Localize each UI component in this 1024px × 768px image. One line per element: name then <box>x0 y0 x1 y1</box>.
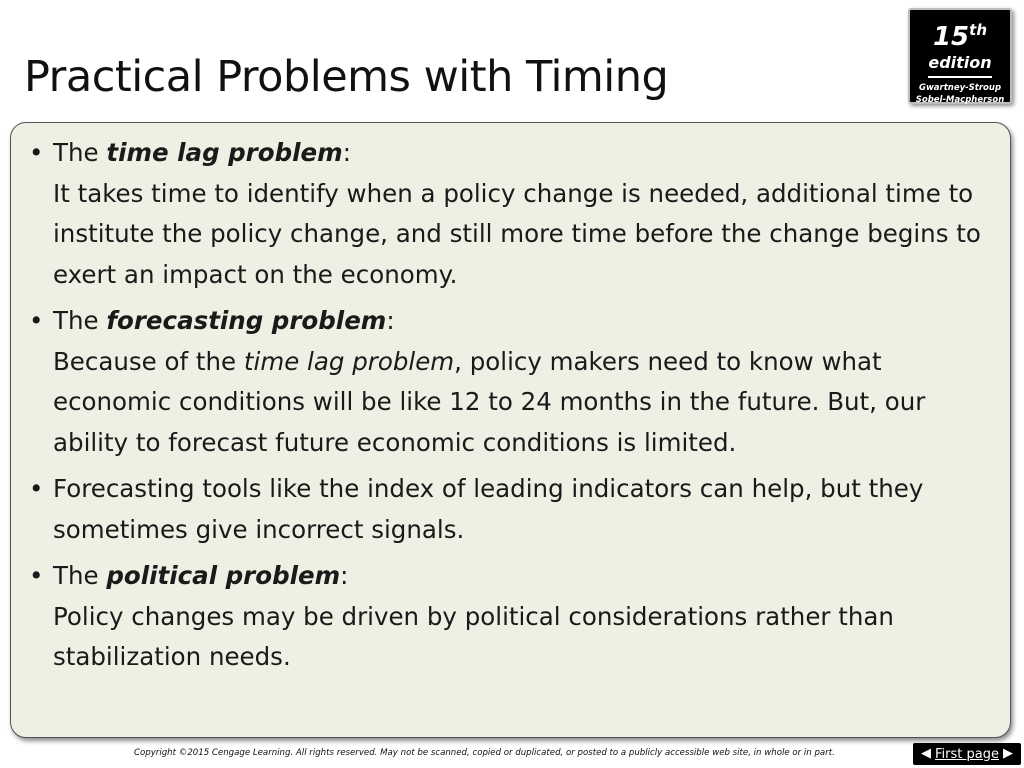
first-page-button[interactable] <box>913 743 1021 765</box>
edition-word: edition <box>928 53 992 72</box>
bullet-colon: : <box>386 306 395 335</box>
bullet-body-start: Because of the <box>53 346 244 376</box>
bullet-forecasting-tools <box>26 469 998 550</box>
bullet-list <box>26 123 998 684</box>
bullet-colon: : <box>340 561 349 590</box>
bullet-body: Policy changes may be driven by political considerations rather than stabilization needs. <box>53 601 894 671</box>
bullet-text: Forecasting tools like the index of leading indicators can help, but they sometimes give incorrect signals. <box>53 474 924 544</box>
bullet-prefix: The <box>53 561 107 590</box>
edition-authors-line1: Gwartney-Stroup <box>918 83 1002 93</box>
edition-divider <box>928 76 992 78</box>
edition-suffix: th <box>969 21 988 39</box>
bullet-prefix: The <box>53 138 107 167</box>
first-page-label: First page <box>935 746 999 762</box>
bullet-marker: • <box>29 561 44 590</box>
arrow-left-icon: ◀ <box>921 746 932 761</box>
bullet-term: time lag problem <box>106 138 343 167</box>
edition-number: 15 <box>932 22 970 52</box>
copyright-notice: Copyright ©2015 Cengage Learning. All rights reserved. May not be scanned, copied or duplicated, or posted to a publicly accessible web site, in whole or in part. <box>134 748 835 758</box>
bullet-forecasting-problem <box>26 301 998 463</box>
bullet-term: forecasting problem <box>106 306 387 335</box>
bullet-time-lag-problem <box>26 133 998 295</box>
bullet-marker: • <box>29 138 44 167</box>
bullet-body-end: , policy makers need to know what economic conditions will be like 12 to 24 months in the future. But, our ability to forecast future economic conditions is limited. <box>53 346 926 457</box>
edition-authors-line2: Sobel-Macpherson <box>915 95 1005 105</box>
bullet-marker: • <box>29 306 44 335</box>
bullet-term: political problem <box>106 561 341 590</box>
bullet-political-problem <box>26 556 998 678</box>
content-panel <box>10 122 1011 738</box>
bullet-body: It takes time to identify when a policy change is needed, additional time to institute the policy change, and still more time before the change begins to exert an impact on the economy. <box>53 178 981 289</box>
bullet-colon: : <box>342 138 351 167</box>
edition-number-row <box>910 16 1010 54</box>
slide-title: Practical Problems with Timing <box>24 52 669 102</box>
bullet-body-emphasis: time lag problem <box>243 346 455 376</box>
bullet-marker: • <box>29 474 44 503</box>
arrow-right-icon: ▶ <box>1002 746 1013 761</box>
edition-badge <box>908 8 1012 104</box>
bullet-prefix: The <box>53 306 107 335</box>
